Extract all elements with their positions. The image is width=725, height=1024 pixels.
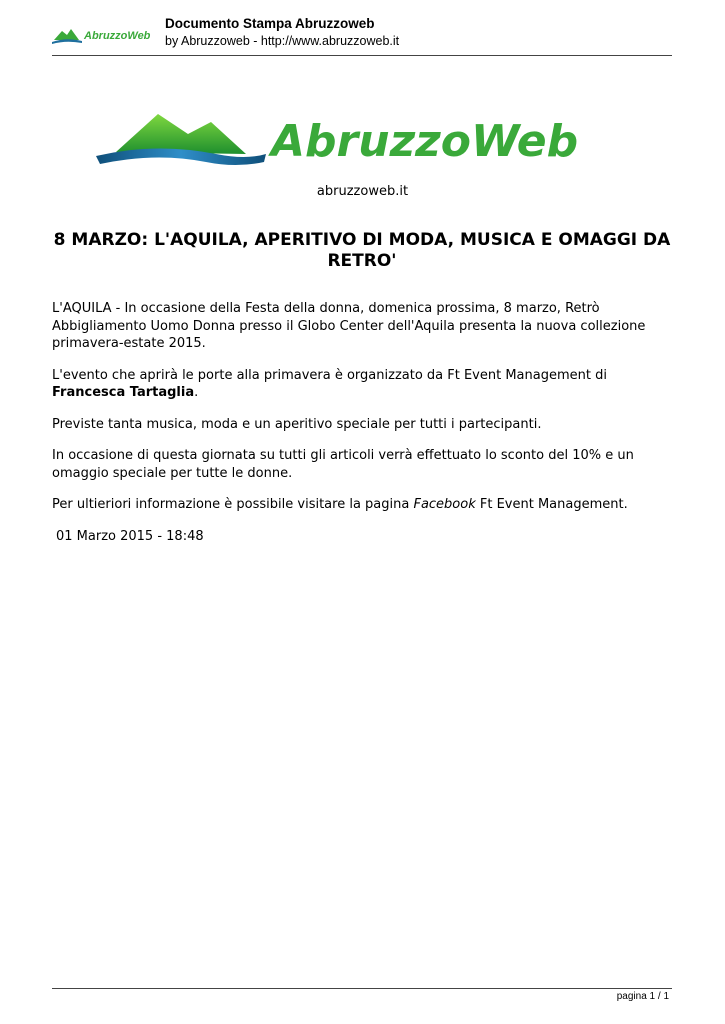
header-title: Documento Stampa Abruzzoweb [165, 16, 375, 31]
paragraph-organizer [52, 367, 672, 402]
abruzzoweb-small-logo[interactable] [52, 23, 156, 47]
page-number: pagina 1 / 1 [616, 991, 669, 1002]
paragraph-program: Previste tanta musica, moda e un aperitivo speciale per tutti i partecipanti. [52, 416, 542, 432]
organizer-end: . [194, 385, 199, 400]
paragraph-info [52, 496, 672, 514]
site-name: abruzzoweb.it [316, 184, 409, 199]
footer-divider [52, 988, 672, 989]
small-logo-text: AbruzzoWeb [84, 30, 151, 42]
article-date: 01 Marzo 2015 - 18:48 [56, 528, 204, 544]
paragraph-intro: L'AQUILA - In occasione della Festa della donna, domenica prossima, 8 marzo, Retrò Abbigliamento Uomo Donna presso il Globo Center dell'Aquila presenta la nuova collezione primavera-estate 2015. [52, 301, 646, 351]
organizer-name: Francesca Tartaglia [52, 385, 195, 400]
abruzzoweb-banner-graphic [96, 104, 606, 174]
abruzzoweb-small-logo-graphic [52, 23, 156, 47]
info-end: Ft Event Management. [475, 497, 628, 512]
banner-logo-text: AbruzzoWeb [271, 116, 579, 167]
header-divider [52, 55, 672, 56]
print-header [52, 14, 672, 55]
mountain-shape [116, 114, 246, 154]
facebook-mention: Facebook [413, 497, 476, 512]
paragraph-discount: In occasione di questa giornata su tutti gli articoli verrà effettuato lo sconto del 10% e un omaggio speciale per tutte le donne. [52, 448, 634, 481]
abruzzoweb-banner-logo[interactable] [96, 104, 606, 174]
article-body [52, 300, 672, 559]
header-subtitle: by Abruzzoweb - http://www.abruzzoweb.it [165, 34, 400, 48]
organizer-text: L'evento che aprirà le porte alla primavera è organizzato da Ft Event Management di [52, 367, 607, 383]
info-text: Per ultieriori informazione è possibile visitare la pagina [52, 497, 414, 512]
article-title: 8 MARZO: L'AQUILA, APERITIVO DI MODA, MUSICA E OMAGGI DA RETRO' [53, 230, 671, 271]
